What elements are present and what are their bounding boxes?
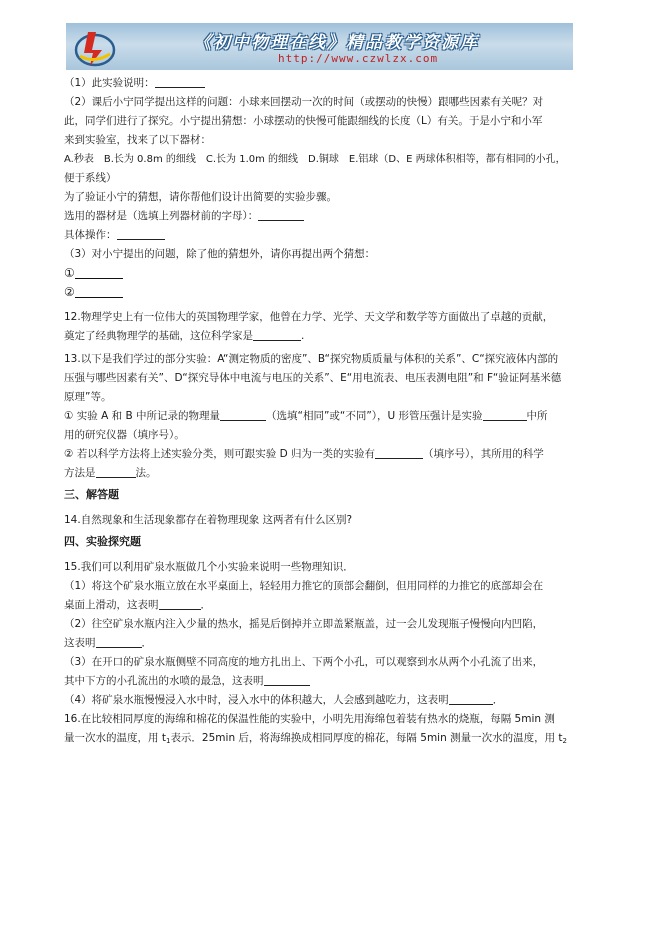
q11-equipment-line1: A.秒表 B.长为 0.8m 的细线 C.长为 1.0m 的细线 D.铜球 E.铝球（D、E 两球体积相等，都有相同的小孔， [64,154,566,165]
q14-text: 14.自然现象和生活现象都存在着物理现象 这两者有什么区别? [64,514,353,526]
q11-part2-line2: 此，同学们进行了探究。小宁提出猜想：小球摆动的快慢可能跟细线的长度（L）有关。于是小宁和小军 [64,115,543,127]
answer-blank[interactable] [75,266,123,279]
q16-line1: 16.在比较相同厚度的海绵和棉花的保温性能的实验中，小明先用海绵包着装有热水的烧瓶，每隔 5min 测 [64,713,555,725]
q16-line2: 量一次水的温度，用 $t_1$表示．25min 后，将海绵换成相同厚度的棉花，每隔 5min 测量一次水的温度，用 $t_2$ [64,732,568,745]
answer-blank[interactable] [264,673,310,686]
q13-line2: 压强与哪些因素有关”、D“探究导体中电流与电压的关系”、E“用电流表、电压表测电阻”和 F“验证阿基米德 [64,372,562,384]
q11-part2-line1: （2）课后小宁同学提出这样的问题：小球来回摆动一次的时间（或摆动的快慢）跟哪些因素有关呢？对 [64,96,544,108]
answer-blank[interactable] [75,285,123,298]
q15-part3-line1: （3）在开口的矿泉水瓶侧壁不同高度的地方扎出上、下两个小孔，可以观察到水从两个小孔流了出来， [64,656,544,668]
q15-intro: 15.我们可以利用矿泉水瓶做几个小实验来说明一些物理知识． [64,561,354,573]
q11-select: 选用的器材是（选填上列器材前的字母）： [64,207,600,226]
q15-part2-line1: （2）往空矿泉水瓶内注入少量的热水，摇晃后倒掉并立即盖紧瓶盖，过一会儿发现瓶子慢慢向内凹陷， [64,618,544,630]
section-heading: 三、解答题 [64,488,119,501]
q11-guess2: ② [64,283,600,302]
q15-part1-line2: 桌面上滑动，这表明 ． [64,599,211,611]
q11-equipment-line2: 便于系线） [64,172,117,184]
q11-part3: （3）对小宁提出的问题，除了他的猜想外，请你再提出两个猜想： [64,248,376,260]
answer-blank[interactable] [258,208,304,221]
answer-blank[interactable] [253,328,301,341]
q12-line1: 12.物理学史上有一位伟大的英国物理学家，他曾在力学、光学、天文学和数学等方面做出了卓越的贡献， [64,311,554,323]
answer-blank[interactable] [117,227,165,240]
q13-sub1-line1: ① 实验 A 和 B 中所记录的物理量 （选填“相同”或“不同”），U 形管压强计是实验 中所 [64,410,548,422]
logo-icon [74,26,118,68]
q13-sub2-line2: 方法是 法。 [64,467,157,479]
section-heading: 四、实验探究题 [64,535,141,548]
q13-sub2-line1: ② 若以科学方法将上述实验分类，则可跟实验 D 归为一类的实验有 （填序号），其所用的科学 [64,448,544,460]
q12-line2: 奠定了经典物理学的基础，这位科学家是 . [64,330,305,342]
q11-part1: （1）此实验说明： [64,74,600,93]
answer-blank[interactable] [375,446,423,459]
q15-part1-line1: （1）将这个矿泉水瓶立放在水平桌面上，轻轻用力推它的顶部会翻倒，但用同样的力推它的底部却会在 [64,580,544,592]
q13-line3: 原理”等。 [64,391,112,403]
answer-blank[interactable] [483,408,527,421]
banner-url[interactable]: http://www.czwlzx.com [278,52,439,65]
q11-guess1: ① [64,264,600,283]
q13-sub1-line2: 用的研究仪器（填序号）。 [64,429,185,441]
answer-blank[interactable] [96,465,136,478]
q15-part3-line2: 其中下方的小孔流出的水喷的最急，这表明 [64,672,600,691]
answer-blank[interactable] [155,75,205,88]
header-banner [66,23,573,70]
answer-blank[interactable] [159,597,201,610]
answer-blank[interactable] [449,692,493,705]
q15-part4: （4）将矿泉水瓶慢慢浸入水中时，浸入水中的体积越大，人会感到越吃力，这表明 ． [64,694,504,706]
answer-blank[interactable] [96,635,142,648]
answer-blank[interactable] [220,408,266,421]
q11-part2-line3: 来到实验室，找来了以下器材： [64,134,211,146]
q11-operate: 具体操作： [64,226,600,245]
q13-line1: 13.以下是我们学过的部分实验：A“测定物质的密度”、B“探究物质质量与体积的关系”、C“探究液体内部的 [64,353,559,365]
q11-verify: 为了验证小宁的猜想，请你帮他们设计出简要的实验步骤。 [64,191,337,203]
document-body [64,74,600,748]
q15-part2-line2: 这表明 ． [64,637,152,649]
banner-title: 《初中物理在线》精品教学资源库 [194,33,479,53]
